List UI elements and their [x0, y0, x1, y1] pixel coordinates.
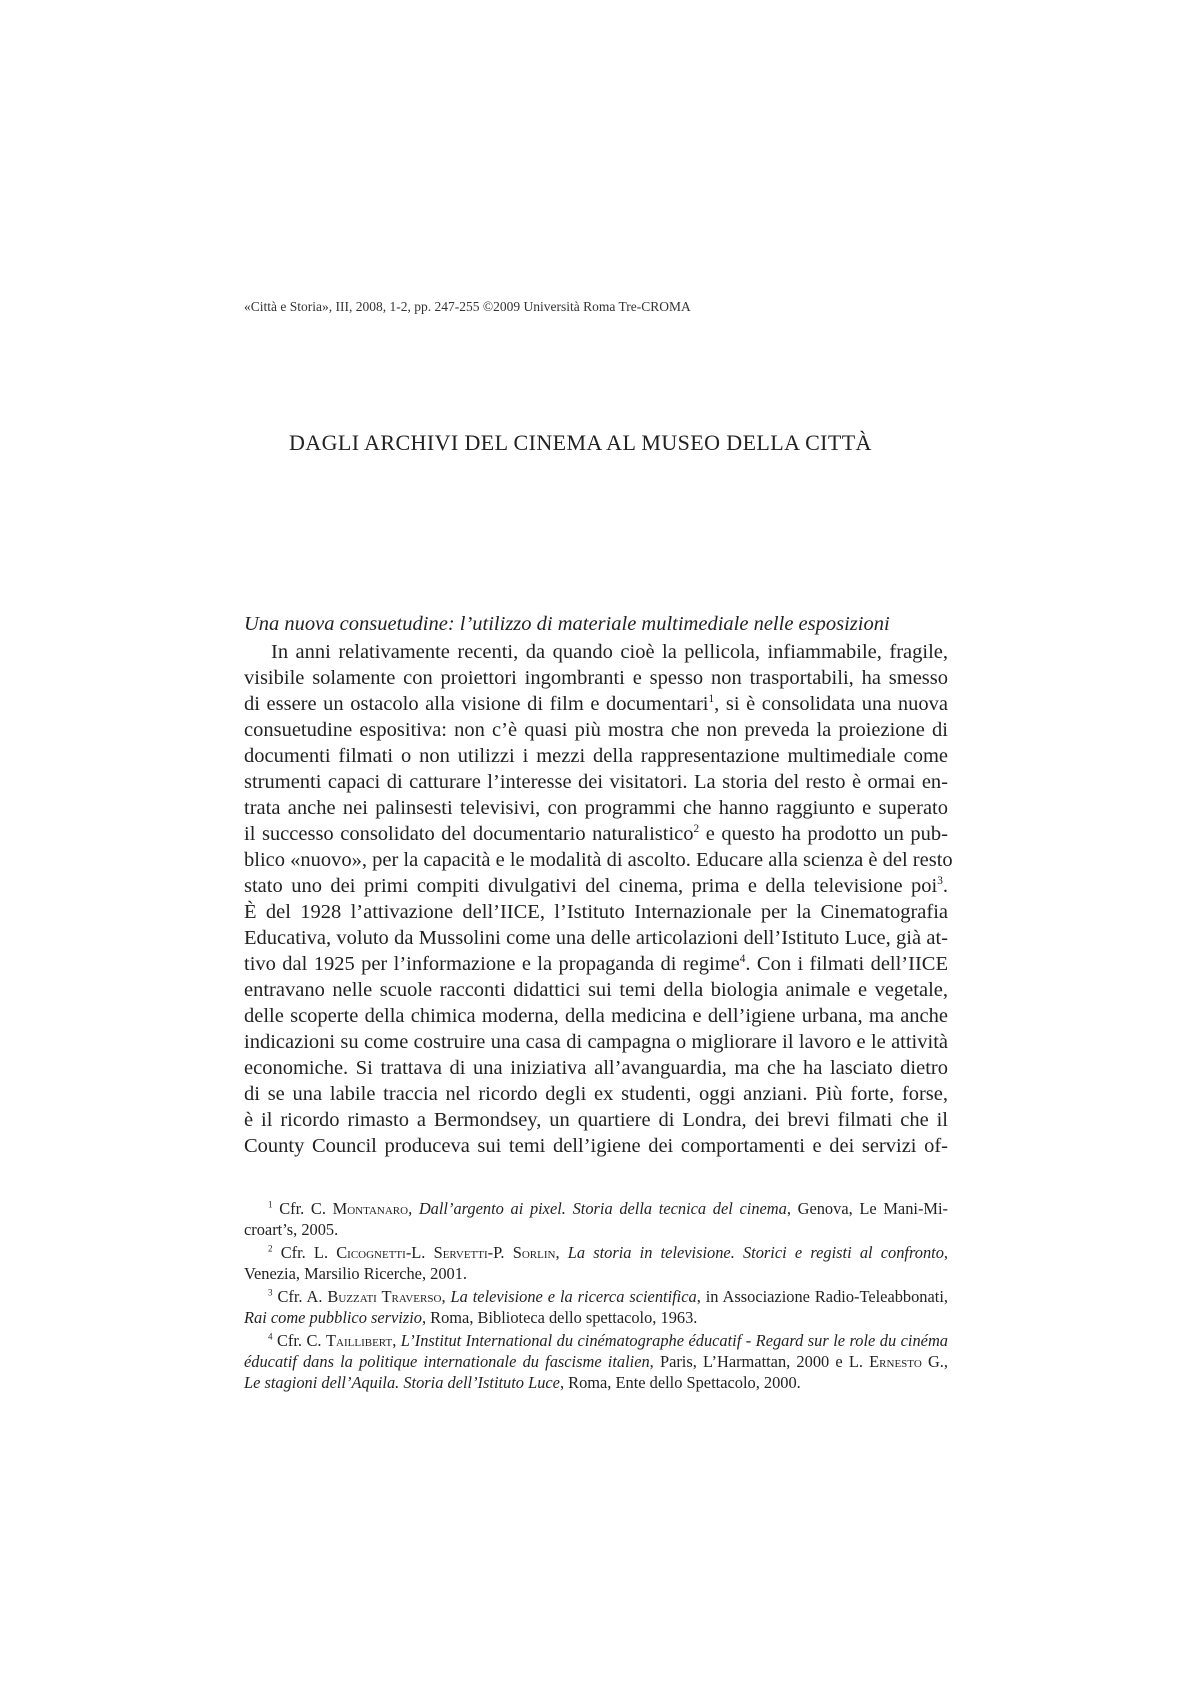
body-line: consuetudine espositiva: non c’è quasi più mostra che non preveda la proiezione di [244, 719, 948, 741]
footnote-text: -L. [405, 1243, 434, 1262]
body-line: In anni relativamente recenti, da quando cioè la pellicola, infiammabile, fragile, [271, 641, 948, 663]
footnote-ref: 1 [708, 693, 715, 706]
footnote-text: , [441, 1287, 451, 1306]
footnote-3 [244, 1287, 948, 1307]
footnote-2 [244, 1243, 948, 1263]
footnote-title: La storia in televisione. Storici e registi al confronto [567, 1243, 944, 1262]
footnote-number: 3 [268, 1287, 273, 1298]
footnote-number: 2 [268, 1243, 273, 1254]
footnote-4-cont [244, 1373, 948, 1393]
footnote-text: , [555, 1243, 568, 1262]
footnote-text: , Roma, Ente dello Spettacolo, 2000. [559, 1373, 801, 1392]
body-line: delle scoperte della chimica moderna, della medicina e dell’igiene urbana, ma anche [244, 1005, 948, 1027]
footnote-text: Cfr. A. [277, 1287, 328, 1306]
body-line-text: tivo dal 1925 per l’informazione e la propaganda di regime [244, 953, 740, 975]
footnote-text: , [408, 1199, 419, 1218]
footnote-author: Ernesto [869, 1352, 922, 1371]
footnote-author: Sorlin [512, 1243, 556, 1262]
body-line [244, 693, 948, 716]
footnote-title: Le stagioni dell’Aquila. Storia dell’Istituto Luce [244, 1373, 560, 1392]
footnote-title: La televisione e la ricerca scientifica [450, 1287, 697, 1306]
section-heading: Una nuova consuetudine: l’utilizzo di materiale multimediale nelle esposizioni [244, 613, 890, 635]
article-title [244, 430, 1190, 456]
footnote-4 [244, 1331, 948, 1351]
body-line-text: . [942, 875, 948, 897]
article-title-text: DAGLI ARCHIVI DEL CINEMA AL MUSEO DELLA CITTÀ [289, 430, 872, 455]
footnote-3-cont [244, 1308, 948, 1328]
footnote-author: Servetti [433, 1243, 488, 1262]
body-line: trata anche nei palinsesti televisivi, con programmi che hanno raggiunto e superato [244, 797, 948, 819]
footnote-text: , [943, 1243, 948, 1262]
body-line [244, 823, 948, 846]
footnote-ref: 3 [937, 875, 943, 888]
body-line: indicazioni su come costruire una casa di campagna o migliorare il lavoro e le attività [244, 1031, 948, 1053]
body-line: County Council produceva sui temi dell’igiene dei comportamenti e dei servizi of- [244, 1135, 948, 1157]
footnote-text: , in Associazione Radio-Teleabbonati, [696, 1287, 948, 1306]
body-line-text: , si è consolidata una nuova [714, 693, 948, 715]
body-line: economiche. Si trattava di una iniziativa all’avanguardia, ma che ha lasciato dietro [244, 1057, 948, 1079]
footnote-text: Cfr. C. [279, 1199, 333, 1218]
footnote-text: , Roma, Biblioteca dello spettacolo, 1963. [421, 1308, 698, 1327]
footnote-1 [244, 1199, 948, 1219]
footnote-number: 1 [268, 1199, 273, 1210]
body-line-text: e questo ha prodotto un pub- [699, 823, 949, 845]
body-line: visibile solamente con proiettori ingombranti e spesso non trasportabili, ha smesso [244, 667, 948, 689]
footnote-text: Cfr. L. [280, 1243, 337, 1262]
footnote-author: Cicognetti [336, 1243, 406, 1262]
body-line-text: di essere un ostacolo alla visione di film e documentari [244, 693, 709, 715]
footnote-number: 4 [268, 1331, 273, 1342]
footnote-text: , [392, 1331, 401, 1350]
footnote-title: L’Institut International du cinématographe éducatif - Regard sur le role du cinéma [400, 1331, 948, 1350]
body-line: Educativa, voluto da Mussolini come una delle articolazioni dell’Istituto Luce, già at- [244, 927, 948, 949]
footnote-title: Dall’argento ai pixel. Storia della tecnica del cinema [418, 1199, 787, 1218]
body-line: È del 1928 l’attivazione dell’IICE, l’Istituto Internazionale per la Cinematografia [244, 901, 948, 923]
body-line-text: . Con i filmati dell’IICE [745, 953, 948, 975]
body-line-text: il successo consolidato del documentario naturalistico [244, 823, 694, 845]
footnote-text: , Genova, Le Mani-Mi- [786, 1199, 948, 1218]
body-line: entravano nelle scuole racconti didattici sui temi della biologia animale e vegetale, [244, 979, 948, 1001]
footnote-4-cont [244, 1352, 948, 1372]
footnote-text: G., [921, 1352, 948, 1371]
footnote-ref: 4 [739, 953, 746, 966]
footnote-author: Taillibert [326, 1331, 393, 1350]
footnote-author: Buzzati Traverso [327, 1287, 442, 1306]
footnote-text: Cfr. C. [276, 1331, 327, 1350]
footnote-1-cont: croart’s, 2005. [244, 1220, 339, 1239]
footnote-title: Rai come pubblico servizio [244, 1308, 422, 1327]
footnote-author: Montanaro [332, 1199, 409, 1218]
journal-citation: «Città e Storia», III, 2008, 1-2, pp. 247-255 ©2009 Università Roma Tre-CROMA [244, 299, 691, 314]
body-line: documenti filmati o non utilizzi i mezzi della rappresentazione multimediale come [244, 745, 948, 767]
footnote-2-cont: Venezia, Marsilio Ricerche, 2001. [244, 1264, 468, 1283]
body-line: blico «nuovo», per la capacità e le modalità di ascolto. Educare alla scienza è del resto [244, 849, 953, 871]
body-line: strumenti capaci di catturare l’interesse dei visitatori. La storia del resto è ormai en- [244, 771, 948, 793]
body-line-text: stato uno dei primi compiti divulgativi del cinema, prima e della televisione poi [244, 875, 938, 897]
footnote-text: , Paris, L’Harmattan, 2000 e L. [649, 1352, 870, 1371]
footnote-text: -P. [487, 1243, 513, 1262]
footnote-ref: 2 [693, 823, 700, 836]
body-line [244, 953, 948, 976]
footnote-title: éducatif dans la politique internationale du fascisme italien [244, 1352, 650, 1371]
body-line: è il ricordo rimasto a Bermondsey, un quartiere di Londra, dei brevi filmati che il [244, 1109, 948, 1131]
body-line [244, 875, 948, 898]
body-line: di se una labile traccia nel ricordo degli ex studenti, oggi anziani. Più forte, forse, [244, 1083, 948, 1105]
